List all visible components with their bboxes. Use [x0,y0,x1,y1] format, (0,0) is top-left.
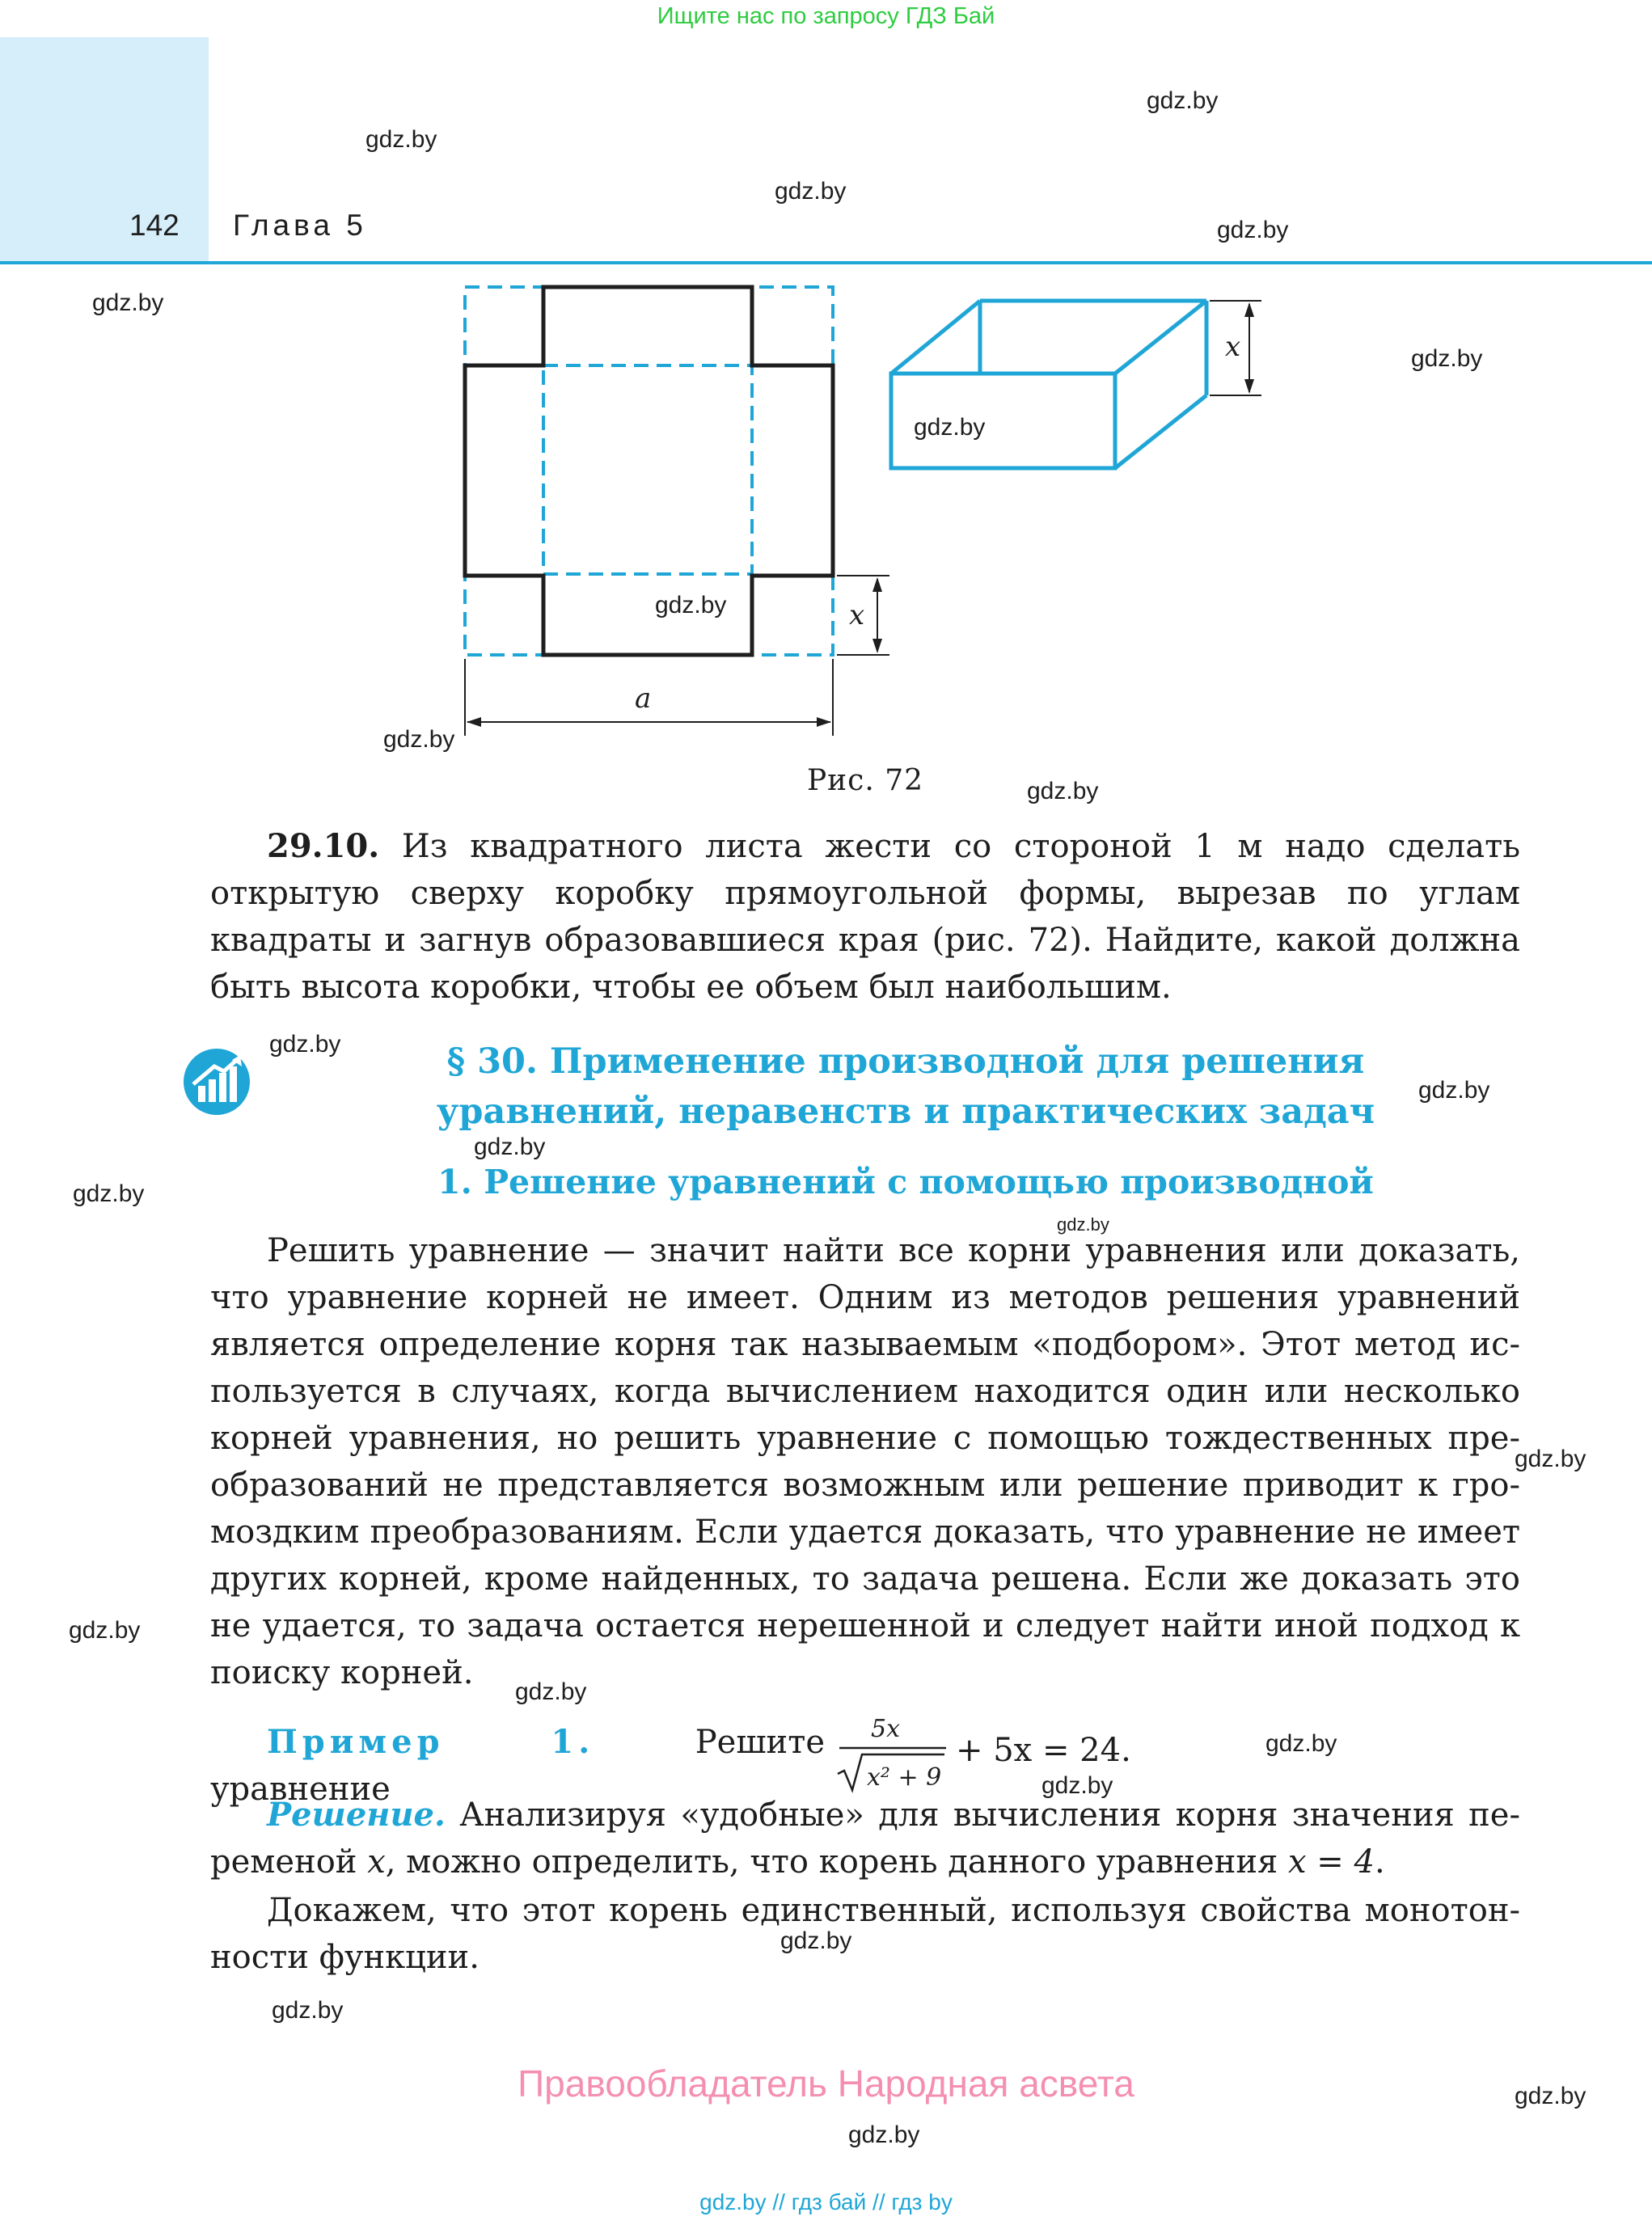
label-x-net: x [849,599,865,631]
watermark: gdz.by [914,414,986,441]
solution-text-c: . [1374,1843,1385,1881]
watermark: gdz.by [848,2122,920,2148]
watermark: gdz.by [1418,1077,1490,1104]
formula-denominator: x² + 9 [867,1763,942,1792]
watermark: gdz.by [780,1927,852,1954]
section-title-line2: уравнений, неравенств и практических задач [436,1091,1375,1132]
watermark: gdz.by [272,1997,344,2024]
solution-eq: x = 4 [1287,1843,1375,1881]
watermark: gdz.by [1515,1446,1587,1472]
formula-rest: + 5x = 24. [956,1732,1131,1769]
net-outer-dashed [465,287,833,655]
chapter-title: Глава 5 [233,209,367,242]
solution [210,1792,1520,1885]
watermark: gdz.by [1057,1214,1109,1235]
problem-number: 29.10. [267,827,380,865]
proof-paragraph: Докажем, что этот корень единственный, используя свойства монотонности функции. [210,1892,1520,1976]
watermark: gdz.by [1265,1730,1337,1757]
open-box [891,301,1206,468]
page-number: 142 [129,209,180,242]
watermark: gdz.by [1411,345,1483,372]
watermark: gdz.by [775,178,847,205]
example-label: Пример 1. [267,1723,595,1761]
section-title-line1: § 30. Применение производной для решения [446,1041,1365,1082]
watermark: gdz.by [515,1678,587,1705]
figure-caption: Рис. 72 [806,764,924,797]
figure-72 [453,275,1358,760]
solution-var: x [367,1843,386,1881]
footer-links[interactable]: gdz.by // гдз бай // гдз by [699,2189,953,2214]
label-x-box: x [1225,331,1241,363]
watermark: gdz.by [474,1134,546,1160]
chart-growth-icon [182,1047,251,1117]
solution-text-a: Анализируя «удобные» для вычисления корня значения переменой [210,1796,1520,1881]
solution-text-b: , можно определить, что корень данного уравнения [385,1843,1288,1881]
watermark: gdz.by [655,592,727,619]
watermark: gdz.by [69,1617,141,1644]
problem-29-10 [210,823,1520,1011]
watermark: gdz.by [365,126,437,153]
intro-paragraph: Решить уравнение — значит найти все корни уравнения или доказать, что уравнение корней не имеет. Одним из методов решения уравнений является определение корня так называемым «подбором». Этот метод используется в случаях, когда вычислением находится один или несколько корней уравнения, но решить уравнение с помощью тождественных преобразований не представляется возможным или решение приводит к громоздким преобразованиям. Если удается доказать, что уравнение не имеет других корней, кроме найденных, то задача решена. Если же доказать это не удается, то задача остается нерешенной и следует найти иной подход к поиску корней. [210,1232,1520,1691]
header-rule [0,261,1652,264]
section-subtitle: 1. Решение уравнений с помощью производной [437,1163,1374,1201]
watermark: gdz.by [269,1031,341,1058]
watermark: gdz.by [1027,778,1099,804]
net-cross-outline [465,287,833,655]
watermark: gdz.by [1515,2083,1587,2109]
formula-numerator: 5x [871,1715,901,1743]
example-text: Решите уравнение [210,1724,825,1808]
watermark: gdz.by [383,726,455,753]
problem-text: Из квадратного листа жести со стороной 1 м надо сделать открытую сверху коробку прямоугольной формы, вырезав по углам квадраты и загнув образовавшиеся края (рис. 72). Найдите, какой должна быть высота коробки, чтобы ее объем был наибольшим. [210,828,1520,1006]
watermark: gdz.by [1041,1772,1113,1799]
top-banner: Ищите нас по запросу ГДЗ Бай [657,3,995,29]
label-a: a [635,682,652,715]
watermark: gdz.by [73,1180,145,1207]
watermark: gdz.by [1147,87,1219,114]
net-inner-dashed [543,365,752,574]
watermark: gdz.by [1217,217,1289,243]
copyright-notice: Правообладатель Народная асвета [518,2062,1134,2105]
solution-label: Решение. [267,1796,446,1834]
watermark: gdz.by [92,289,164,316]
